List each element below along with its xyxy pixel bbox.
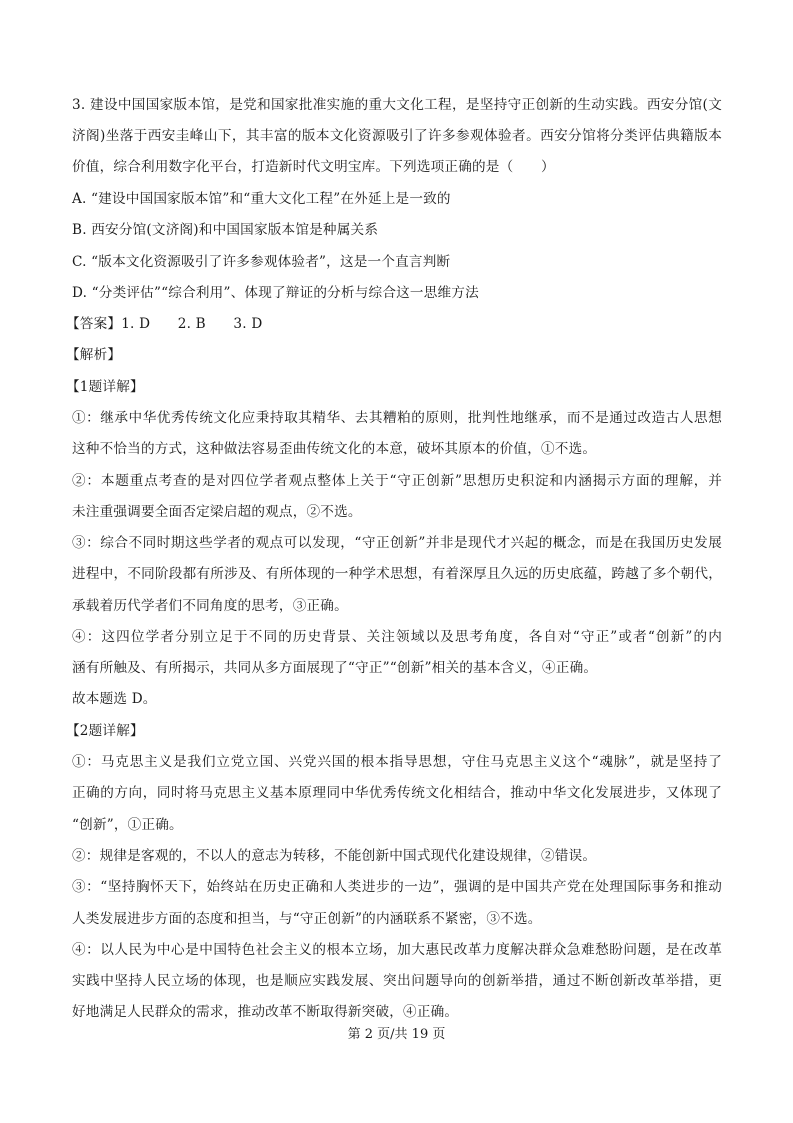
detail-1-conclusion: 故本题选 D。 [72, 691, 157, 707]
answer-row [66, 314, 716, 334]
answer-label: 【答案】 [66, 316, 122, 332]
page-footer: 第 2 页/共 19 页 [347, 1027, 446, 1042]
question-3-stem-line-2: 济阁)坐落于西安圭峰山下，其丰富的版本文化资源吸引了许多参观体验者。西安分馆将分类评估典籍版本 [72, 128, 722, 144]
answer-text: 1. D 2. B 3. D [121, 316, 263, 332]
detail-2-line-3: “创新”，①正确。 [72, 817, 183, 833]
detail-1-line-8: ④：这四位学者分别立足于不同的历史背景、关注领域以及思考角度，各自对“守正”或者“创新”的内 [72, 629, 722, 645]
option-a: A. “建设中国国家版本馆”和“重大文化工程”在外延上是一致的 [72, 191, 451, 207]
detail-2-line-5: ③：“坚持胸怀天下，始终站在历史正确和人类进步的一边”，强调的是中国共产党在处理国际事务和推动 [72, 879, 722, 895]
detail-1-line-9: 涵有所触及、有所揭示，共同从多方面展现了“守正”“创新”相关的基本含义，④正确。 [72, 660, 598, 676]
detail-1-line-5: ③：综合不同时期这些学者的观点可以发现，“守正创新”并非是现代才兴起的概念，而是在我国历史发展 [72, 535, 722, 551]
question-3-stem-line-3: 价值，综合利用数字化平台，打造新时代文明宝库。下列选项正确的是（ ） [72, 159, 555, 175]
detail-1-line-7: 承载着历代学者们不同角度的思考，③正确。 [72, 598, 348, 614]
detail-2-line-4: ②：规律是客观的，不以人的意志为转移，不能创新中国式现代化建设规律，②错误。 [72, 848, 597, 864]
detail-1-line-3: ②：本题重点考查的是对四位学者观点整体上关于“守正创新”思想历史积淀和内涵揭示方面的理解，并 [72, 473, 722, 489]
detail-2-line-9: 好地满足人民群众的需求，推动改革不断取得新突破，④正确。 [72, 1004, 459, 1020]
detail-1-line-2: 这种不恰当的方式，这种做法容易歪曲传统文化的本意，破坏其原本的价值，①不选。 [72, 441, 597, 457]
detail-2-line-7: ④：以人民为中心是中国特色社会主义的根本立场，加大惠民改革力度解决群众急难愁盼问题，是在改革 [72, 942, 722, 958]
detail-2-line-8: 实践中坚持人民立场的体现，也是顺应实践发展、突出问题导向的创新举措，通过不断创新改革举措，更 [72, 973, 722, 989]
detail-1-line-6: 进程中，不同阶段都有所涉及、有所体现的一种学术思想，有着深厚且久远的历史底蕴，跨越了多个朝代， [72, 566, 722, 582]
question-3-stem-line-1: 3. 建设中国国家版本馆，是党和国家批准实施的重大文化工程，是坚持守正创新的生动实践。西安分馆(文 [72, 97, 722, 113]
detail-1-line-4: 未注重强调要全面否定梁启超的观点，②不选。 [72, 504, 362, 520]
detail-2-line-2: 正确的方向，同时将马克思主义基本原理同中华优秀传统文化相结合，推动中华文化发展进步，又体现了 [72, 785, 722, 801]
option-c: C. “版本文化资源吸引了许多参观体验者”，这是一个直言判断 [72, 254, 451, 270]
detail-2-title: 【2题详解】 [66, 723, 144, 739]
detail-2-line-6: 人类发展进步方面的态度和担当，与“守正创新”的内涵联系不紧密，③不选。 [72, 911, 542, 927]
detail-1-line-1: ①：继承中华优秀传统文化应秉持取其精华、去其糟粕的原则，批判性地继承，而不是通过改造古人思想 [72, 410, 722, 426]
analysis-label: 【解析】 [66, 347, 122, 363]
detail-2-line-1: ①：马克思主义是我们立党立国、兴党兴国的根本指导思想，守住马克思主义这个“魂脉”，就是坚持了 [72, 754, 722, 770]
option-d: D. “分类评估”“综合利用”、体现了辩证的分析与综合这一思维方法 [72, 285, 479, 301]
option-b: B. 西安分馆(文济阁)和中国国家版本馆是种属关系 [72, 222, 379, 238]
detail-1-title: 【1题详解】 [66, 379, 144, 395]
